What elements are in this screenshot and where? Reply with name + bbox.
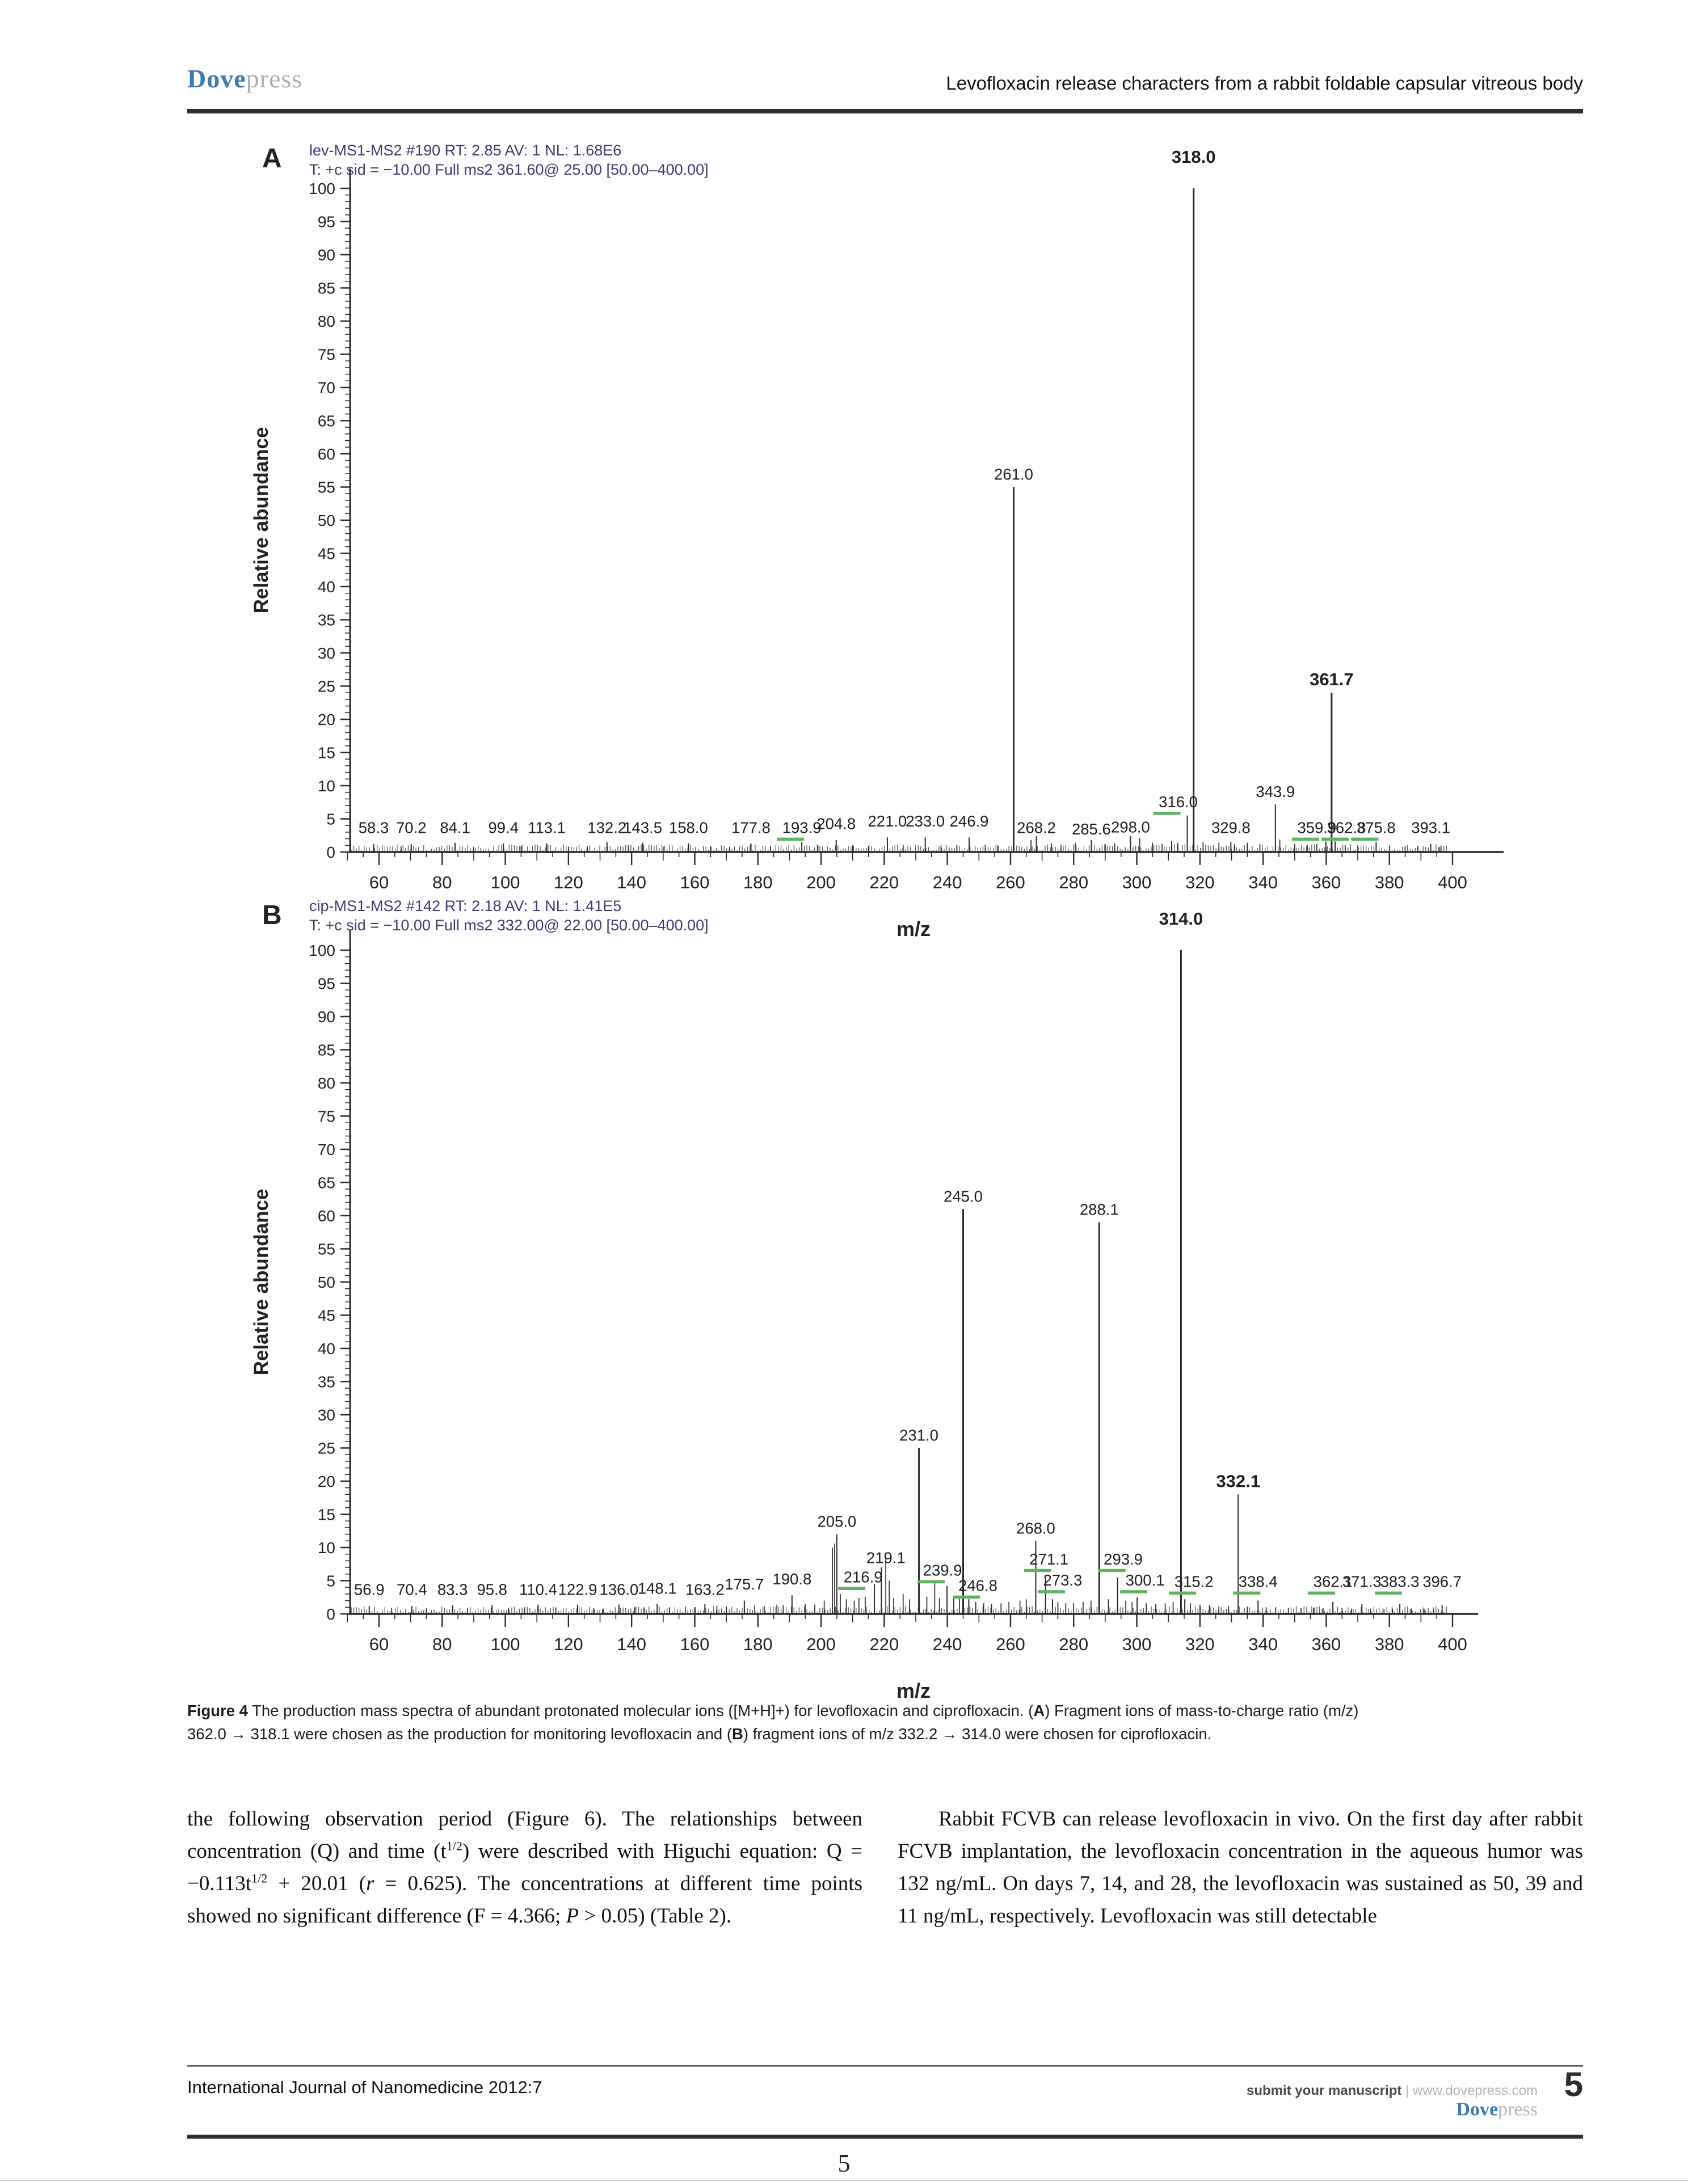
svg-text:45: 45	[317, 545, 335, 563]
panel-a-scan-line1: lev-MS1-MS2 #190 RT: 2.85 AV: 1 NL: 1.68E6	[309, 142, 622, 159]
svg-text:320: 320	[1185, 1634, 1215, 1654]
svg-text:70: 70	[317, 379, 335, 397]
svg-text:148.1: 148.1	[637, 1579, 677, 1597]
svg-text:204.8: 204.8	[816, 815, 856, 833]
svg-text:268.0: 268.0	[1016, 1519, 1055, 1537]
svg-text:220: 220	[869, 872, 899, 892]
svg-text:58.3: 58.3	[358, 819, 389, 837]
svg-text:10: 10	[317, 1539, 335, 1557]
page-bottom-edge	[0, 2180, 1688, 2181]
svg-text:95: 95	[317, 213, 335, 231]
svg-text:298.0: 298.0	[1110, 818, 1150, 836]
page-number: 5	[1564, 2065, 1583, 2103]
svg-text:83.3: 83.3	[437, 1580, 468, 1599]
svg-text:233.0: 233.0	[906, 812, 945, 830]
submit-your-manuscript-link[interactable]: submit your manuscript	[1246, 2083, 1402, 2098]
svg-text:293.9: 293.9	[1104, 1550, 1143, 1568]
svg-text:m/z: m/z	[896, 917, 931, 941]
svg-text:Relative abundance: Relative abundance	[250, 1188, 272, 1376]
mass-spectrum-chart-a	[244, 136, 1566, 942]
footer-separator: |	[1405, 2083, 1409, 2098]
svg-text:240: 240	[932, 872, 962, 892]
svg-text:110.4: 110.4	[519, 1580, 557, 1599]
svg-text:140: 140	[617, 872, 647, 892]
svg-text:375.8: 375.8	[1356, 819, 1396, 837]
svg-text:273.3: 273.3	[1043, 1571, 1083, 1589]
svg-text:90: 90	[317, 1008, 335, 1026]
svg-text:40: 40	[317, 1340, 335, 1357]
svg-text:288.1: 288.1	[1079, 1200, 1119, 1219]
svg-text:136.0: 136.0	[599, 1580, 639, 1599]
svg-text:60: 60	[317, 1207, 335, 1225]
svg-text:5: 5	[326, 810, 335, 828]
footer-submit-line	[1016, 2083, 1538, 2099]
panel-a-letter: A	[262, 144, 282, 174]
svg-text:268.2: 268.2	[1017, 819, 1056, 837]
logo-press-text: press	[246, 64, 303, 93]
svg-text:180: 180	[743, 872, 773, 892]
mass-spectrum-chart-b	[244, 891, 1566, 1702]
body-column-left: the following observation period (Figure 6). The relationships between concentration (Q) and time $(t^{1/2})$ were described with Higuchi equation: $Q = -0.113t^{1/2} + 20.01$ (r = 0.625). The concentrations at different time points showed no significant difference (F = 4.366; P > 0.05) (Table 2).	[187, 1807, 863, 1928]
svg-text:300.1: 300.1	[1125, 1571, 1165, 1589]
svg-text:60: 60	[369, 1634, 389, 1654]
svg-text:95.8: 95.8	[477, 1580, 507, 1599]
svg-text:221.0: 221.0	[868, 812, 907, 830]
svg-text:380: 380	[1374, 1634, 1404, 1654]
svg-text:100: 100	[490, 872, 520, 892]
svg-text:393.1: 393.1	[1411, 819, 1451, 837]
svg-text:40: 40	[317, 578, 335, 596]
svg-text:320: 320	[1185, 872, 1215, 892]
svg-text:261.0: 261.0	[994, 465, 1033, 483]
svg-text:245.0: 245.0	[944, 1187, 983, 1205]
svg-text:271.1: 271.1	[1029, 1550, 1069, 1568]
dovepress-url-link[interactable]: www.dovepress.com	[1412, 2083, 1538, 2098]
footer-logo-dove-text: Dove	[1456, 2099, 1498, 2120]
svg-text:0: 0	[326, 844, 335, 861]
svg-text:122.9: 122.9	[558, 1580, 597, 1599]
svg-text:85: 85	[317, 279, 335, 297]
svg-text:343.9: 343.9	[1256, 782, 1295, 800]
svg-text:360: 360	[1311, 1634, 1341, 1654]
panel-b-scan-line2: T: +c sid = −10.00 Full ms2 332.00@ 22.00 [50.00–400.00]	[309, 917, 709, 934]
footer-journal-name: International Journal of Nanomedicine 2012:7	[187, 2077, 542, 2097]
footer-dovepress-logo	[1305, 2099, 1538, 2120]
svg-text:200: 200	[806, 1634, 836, 1654]
svg-text:200: 200	[806, 872, 836, 892]
svg-text:175.7: 175.7	[725, 1575, 764, 1593]
svg-text:396.7: 396.7	[1422, 1572, 1462, 1591]
svg-text:100: 100	[490, 1634, 520, 1654]
svg-text:15: 15	[317, 1506, 335, 1524]
svg-text:240: 240	[932, 1634, 962, 1654]
svg-text:Relative abundance: Relative abundance	[250, 427, 272, 614]
svg-text:10: 10	[317, 777, 335, 795]
svg-text:316.0: 316.0	[1159, 792, 1198, 811]
svg-text:20: 20	[317, 711, 335, 728]
svg-text:55: 55	[317, 478, 335, 496]
svg-text:84.1: 84.1	[440, 819, 470, 837]
svg-text:340: 340	[1248, 1634, 1278, 1654]
svg-text:163.2: 163.2	[685, 1580, 725, 1599]
svg-text:300: 300	[1122, 1634, 1152, 1654]
svg-text:30: 30	[317, 1406, 335, 1424]
svg-text:260: 260	[996, 1634, 1025, 1654]
footer-rule-heavy	[187, 2135, 1583, 2139]
svg-text:45: 45	[317, 1306, 335, 1325]
svg-text:35: 35	[317, 1373, 335, 1391]
svg-text:60: 60	[317, 445, 335, 463]
body-column-right: Rabbit FCVB can release levofloxacin in vivo. On the first day after rabbit FCVB implantation, the levofloxacin concentration in the aqueous humor was 132 ng/mL. On days 7, 14, and 28, the levofloxacin was sustained as 50, 39 and 11 ng/mL, respectively. Levofloxacin was still detectable	[898, 1807, 1583, 1928]
svg-text:80: 80	[432, 1634, 452, 1654]
svg-text:85: 85	[317, 1041, 335, 1059]
svg-text:361.7: 361.7	[1310, 669, 1354, 690]
svg-text:65: 65	[317, 412, 335, 430]
svg-text:239.9: 239.9	[923, 1561, 962, 1579]
svg-text:160: 160	[680, 1634, 710, 1654]
svg-text:56.9: 56.9	[353, 1580, 385, 1599]
svg-text:100: 100	[309, 942, 335, 959]
panel-b-scan-line1: cip-MS1-MS2 #142 RT: 2.18 AV: 1 NL: 1.41E5	[309, 897, 622, 914]
svg-text:332.1: 332.1	[1216, 1471, 1260, 1491]
svg-text:193.9: 193.9	[782, 819, 822, 837]
svg-text:0: 0	[326, 1605, 335, 1623]
svg-text:260: 260	[996, 872, 1025, 892]
dovepress-logo	[187, 64, 302, 94]
svg-text:120: 120	[554, 872, 583, 892]
svg-text:5: 5	[326, 1572, 335, 1590]
svg-text:55: 55	[317, 1240, 335, 1258]
svg-text:113.1: 113.1	[528, 819, 566, 837]
svg-text:143.5: 143.5	[623, 819, 663, 837]
svg-text:380: 380	[1374, 872, 1404, 892]
svg-text:360: 360	[1311, 872, 1341, 892]
svg-text:20: 20	[317, 1473, 335, 1490]
svg-text:180: 180	[743, 1634, 773, 1654]
svg-text:90: 90	[317, 246, 335, 264]
svg-text:285.6: 285.6	[1071, 820, 1111, 838]
svg-text:216.9: 216.9	[843, 1568, 883, 1586]
svg-text:70: 70	[317, 1141, 335, 1158]
svg-text:80: 80	[317, 313, 335, 330]
svg-text:231.0: 231.0	[899, 1426, 938, 1444]
footer-logo-press-text: press	[1498, 2099, 1538, 2120]
svg-text:280: 280	[1059, 1634, 1089, 1654]
svg-text:359.9: 359.9	[1297, 819, 1337, 837]
svg-text:158.0: 158.0	[668, 819, 708, 837]
svg-text:120: 120	[554, 1634, 583, 1654]
svg-text:314.0: 314.0	[1159, 909, 1203, 929]
svg-text:383.3: 383.3	[1380, 1572, 1420, 1591]
svg-text:70.2: 70.2	[395, 819, 427, 837]
svg-text:338.4: 338.4	[1238, 1572, 1278, 1591]
svg-text:30: 30	[317, 644, 335, 662]
svg-text:362.1: 362.1	[1313, 1572, 1353, 1591]
logo-dove-text: Dove	[187, 64, 246, 93]
svg-text:280: 280	[1059, 872, 1089, 892]
svg-text:95: 95	[317, 975, 335, 993]
svg-text:60: 60	[369, 872, 389, 892]
svg-text:190.8: 190.8	[772, 1570, 812, 1588]
svg-text:75: 75	[317, 345, 335, 364]
running-title: Levofloxacin release characters from a rabbit foldable capsular vitreous body	[946, 73, 1583, 94]
svg-text:177.8: 177.8	[731, 819, 771, 837]
svg-text:75: 75	[317, 1107, 335, 1125]
svg-text:15: 15	[317, 744, 335, 762]
svg-text:70.4: 70.4	[397, 1580, 427, 1599]
svg-text:65: 65	[317, 1174, 335, 1192]
svg-text:80: 80	[317, 1074, 335, 1092]
header-rule	[187, 109, 1583, 113]
svg-text:400: 400	[1438, 1634, 1467, 1654]
svg-text:400: 400	[1438, 872, 1467, 892]
svg-text:25: 25	[317, 1439, 335, 1457]
svg-text:50: 50	[317, 1274, 335, 1291]
svg-text:50: 50	[317, 512, 335, 529]
svg-text:100: 100	[309, 180, 335, 197]
panel-b-letter: B	[262, 900, 282, 930]
svg-text:329.8: 329.8	[1211, 819, 1251, 837]
svg-text:99.4: 99.4	[488, 819, 519, 837]
svg-text:205.0: 205.0	[817, 1512, 857, 1531]
svg-text:35: 35	[317, 611, 335, 629]
svg-text:220: 220	[869, 1634, 899, 1654]
bottom-page-number: 5	[837, 2149, 851, 2177]
svg-text:340: 340	[1248, 872, 1278, 892]
footer-rule-thin	[187, 2065, 1583, 2067]
panel-a-scan-line2: T: +c sid = −10.00 Full ms2 361.60@ 25.00 [50.00–400.00]	[309, 161, 709, 178]
svg-text:246.9: 246.9	[949, 812, 989, 830]
svg-text:80: 80	[432, 872, 452, 892]
svg-text:160: 160	[680, 872, 710, 892]
figure-caption: Figure 4 The production mass spectra of abundant protonated molecular ions ([M+H]+) for levofloxacin and ciprofloxacin. (A) Fragment ions of mass-to-charge ratio (m/z) 362.0 → 318.1 were chosen as the production for monitoring levofloxacin and (B) fragment ions of m/z 332.2 → 314.0 were chosen for ciprofloxacin.	[187, 1702, 1359, 1743]
svg-text:219.1: 219.1	[866, 1549, 906, 1567]
svg-text:318.0: 318.0	[1171, 147, 1216, 167]
svg-text:362.8: 362.8	[1327, 819, 1366, 837]
svg-text:315.2: 315.2	[1174, 1572, 1214, 1591]
svg-text:132.2: 132.2	[587, 819, 627, 837]
svg-text:25: 25	[317, 677, 335, 695]
svg-text:140: 140	[617, 1634, 647, 1654]
svg-text:m/z: m/z	[896, 1679, 931, 1702]
svg-text:300: 300	[1122, 872, 1152, 892]
svg-text:246.8: 246.8	[958, 1576, 997, 1595]
svg-text:371.3: 371.3	[1342, 1572, 1382, 1591]
